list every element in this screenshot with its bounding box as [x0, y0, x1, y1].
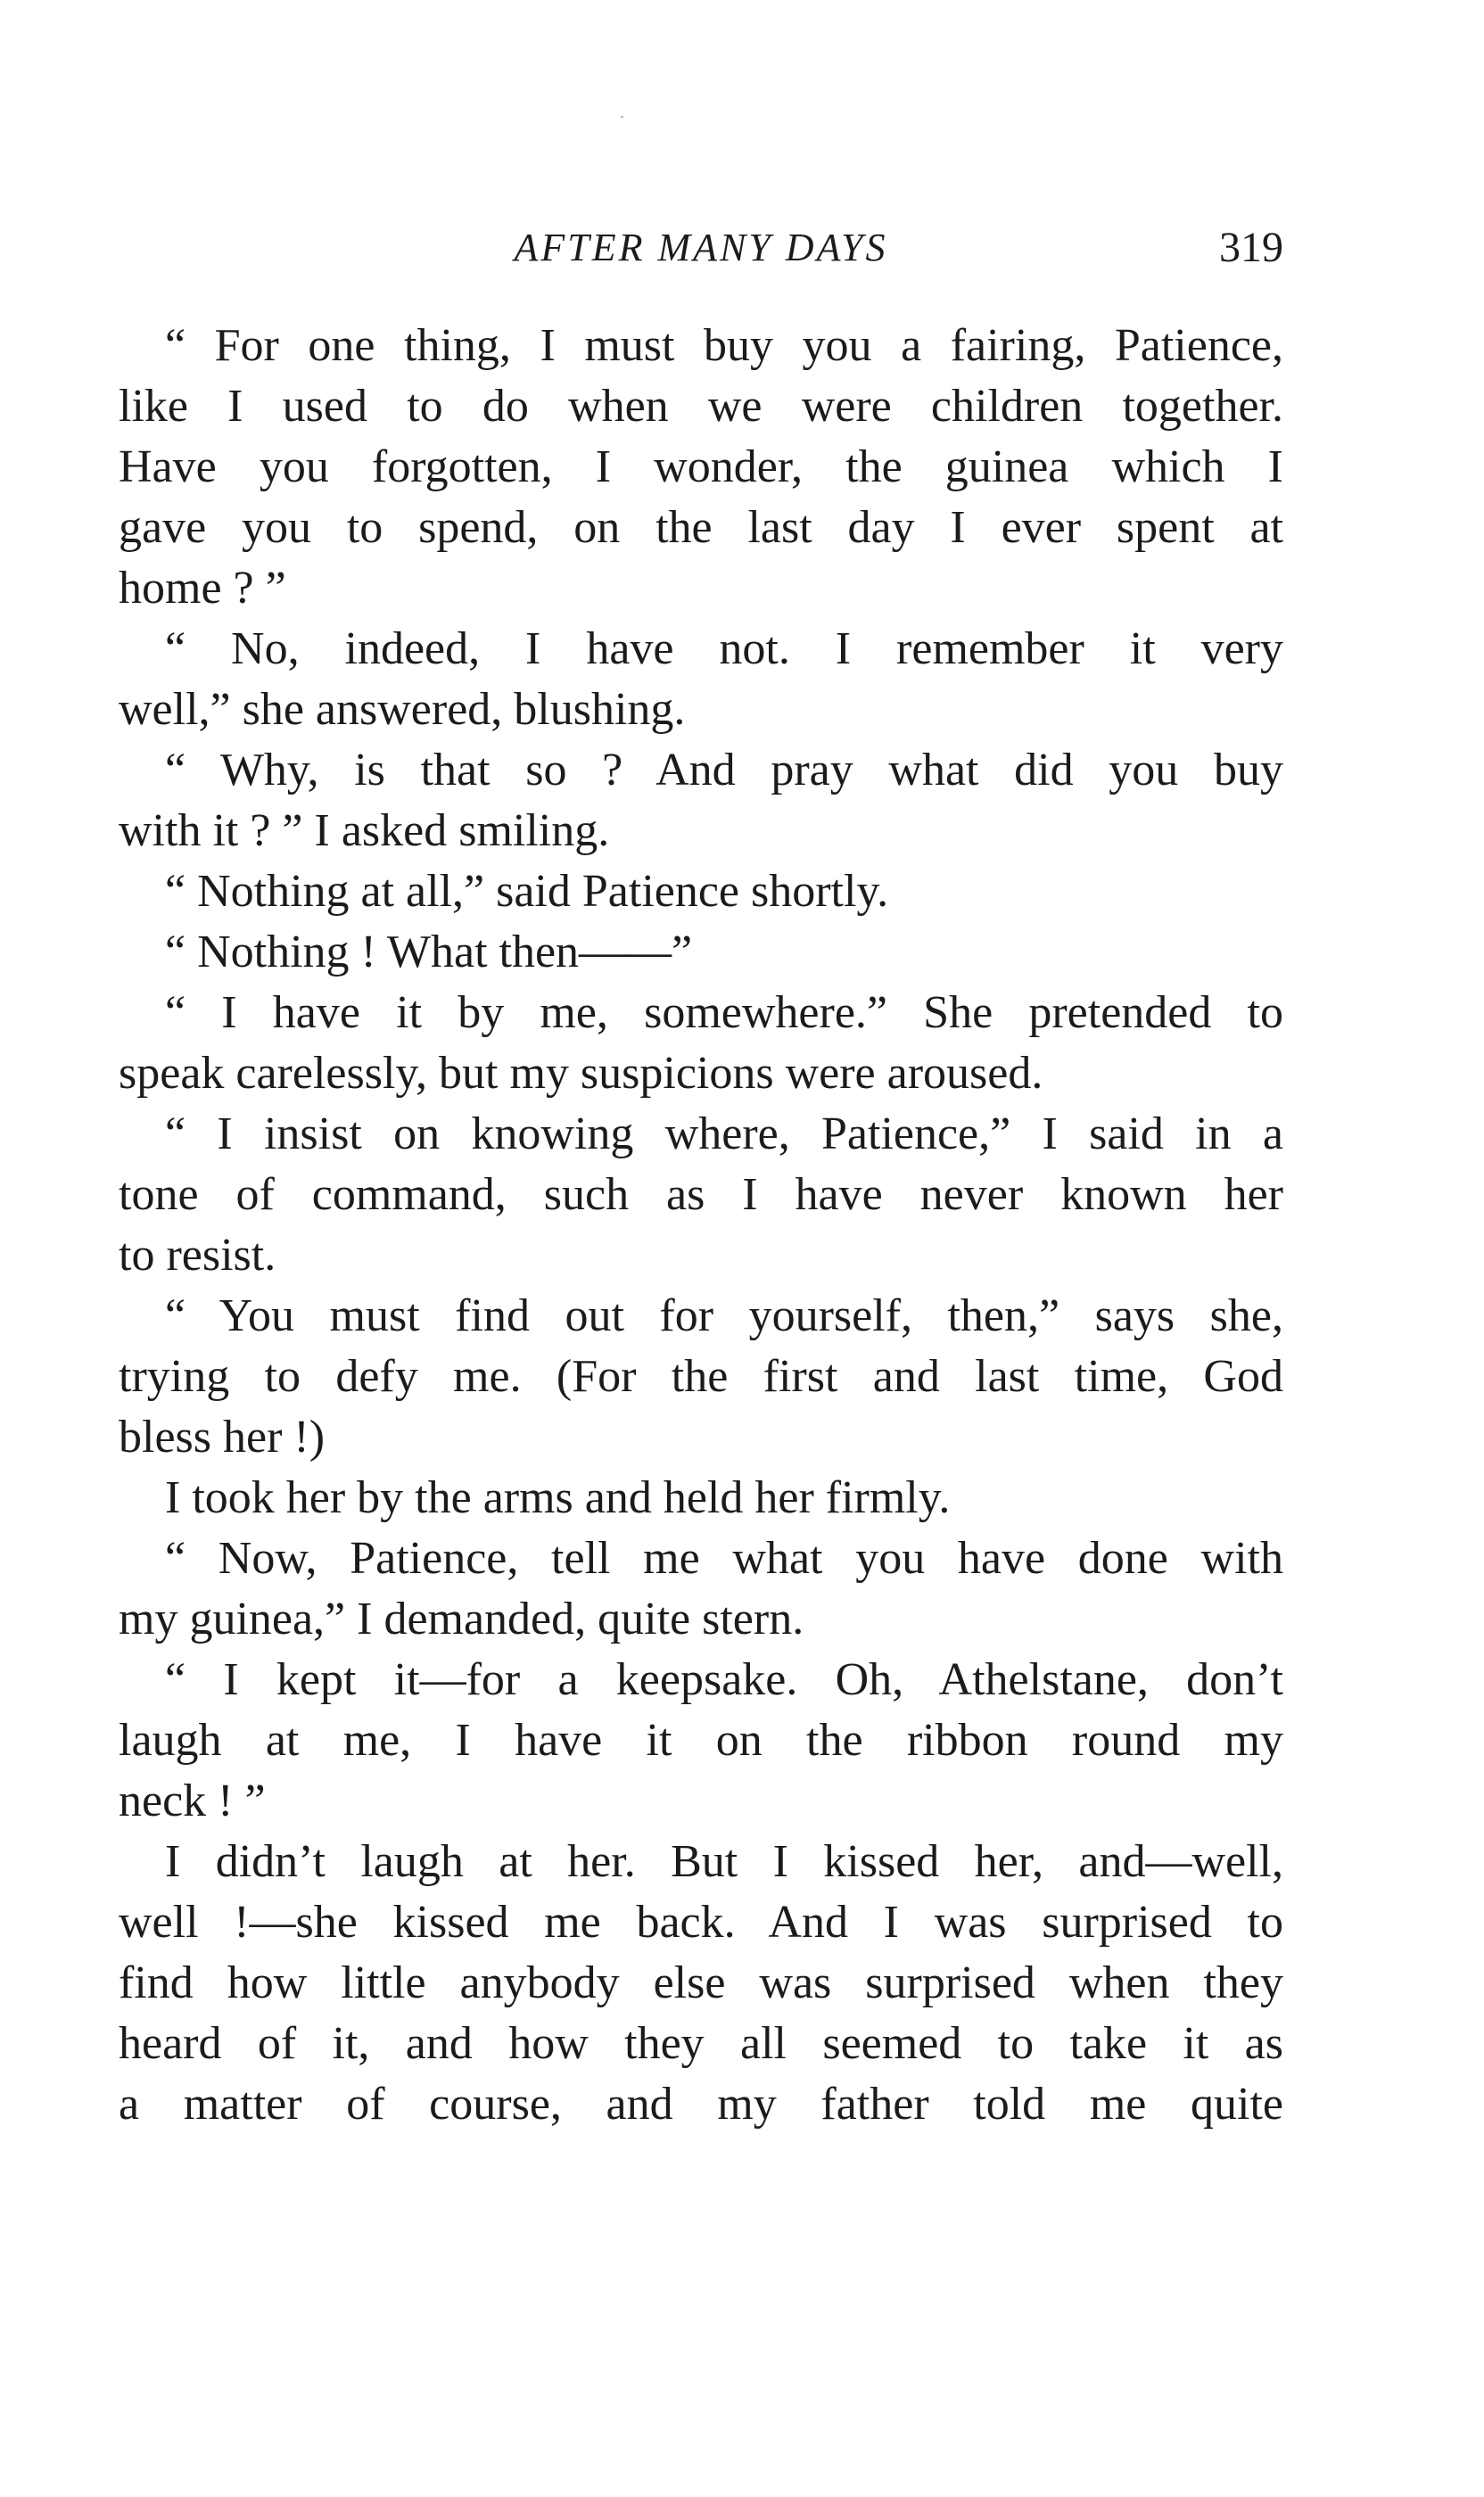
text-line: tone of command, such as I have never known her [119, 1169, 1283, 1220]
text-line: well !—she kissed me back. And I was surprised to [119, 1897, 1283, 1948]
text-line: “ You must find out for yourself, then,” says she, [165, 1290, 1283, 1341]
text-line: my guinea,” I demanded, quite stern. [119, 1594, 804, 1644]
text-line: “ I insist on knowing where, Patience,” I said in a [165, 1108, 1283, 1159]
paper-speck [621, 116, 623, 118]
text-line: trying to defy me. (For the first and last time, God [119, 1351, 1283, 1402]
text-line: gave you to spend, on the last day I ever spent at [119, 502, 1283, 553]
text-line: a matter of course, and my father told me quite [119, 2079, 1283, 2130]
text-line: “ Why, is that so ? And pray what did you buy [165, 745, 1283, 795]
text-line: I took her by the arms and held her firmly. [165, 1472, 951, 1523]
running-head [119, 221, 1283, 275]
text-line: laugh at me, I have it on the ribbon round my [119, 1715, 1283, 1766]
running-title: AFTER MANY DAYS [514, 226, 888, 269]
text-line: Have you forgotten, I wonder, the guinea which I [119, 441, 1283, 492]
text-line: speak carelessly, but my suspicions were aroused. [119, 1048, 1043, 1099]
text-line: to resist. [119, 1230, 276, 1281]
text-line: heard of it, and how they all seemed to take it as [119, 2018, 1283, 2069]
text-line: neck ! ” [119, 1776, 266, 1826]
text-line: find how little anybody else was surprised when they [119, 1957, 1283, 2008]
text-line: with it ? ” I asked smiling. [119, 805, 610, 856]
text-line: home ? ” [119, 563, 286, 614]
page-number: 319 [1219, 224, 1283, 271]
text-line: “ I kept it—for a keepsake. Oh, Athelstane, don’t [165, 1654, 1283, 1705]
text-line: well,” she answered, blushing. [119, 684, 686, 735]
text-line: I didn’t laugh at her. But I kissed her, and—well, [165, 1836, 1283, 1887]
text-line: “ Nothing at all,” said Patience shortly. [165, 866, 889, 917]
text-line: like I used to do when we were children together. [119, 381, 1283, 432]
text-line: “ I have it by me, somewhere.” She pretended to [165, 987, 1283, 1038]
text-line: “ For one thing, I must buy you a fairing, Patience, [165, 320, 1283, 371]
text-line: “ No, indeed, I have not. I remember it very [165, 623, 1283, 674]
text-line: “ Nothing ! What then——” [165, 927, 693, 977]
text-line: bless her !) [119, 1412, 326, 1463]
body-text [119, 316, 1283, 2135]
text-line: “ Now, Patience, tell me what you have done with [165, 1533, 1283, 1584]
